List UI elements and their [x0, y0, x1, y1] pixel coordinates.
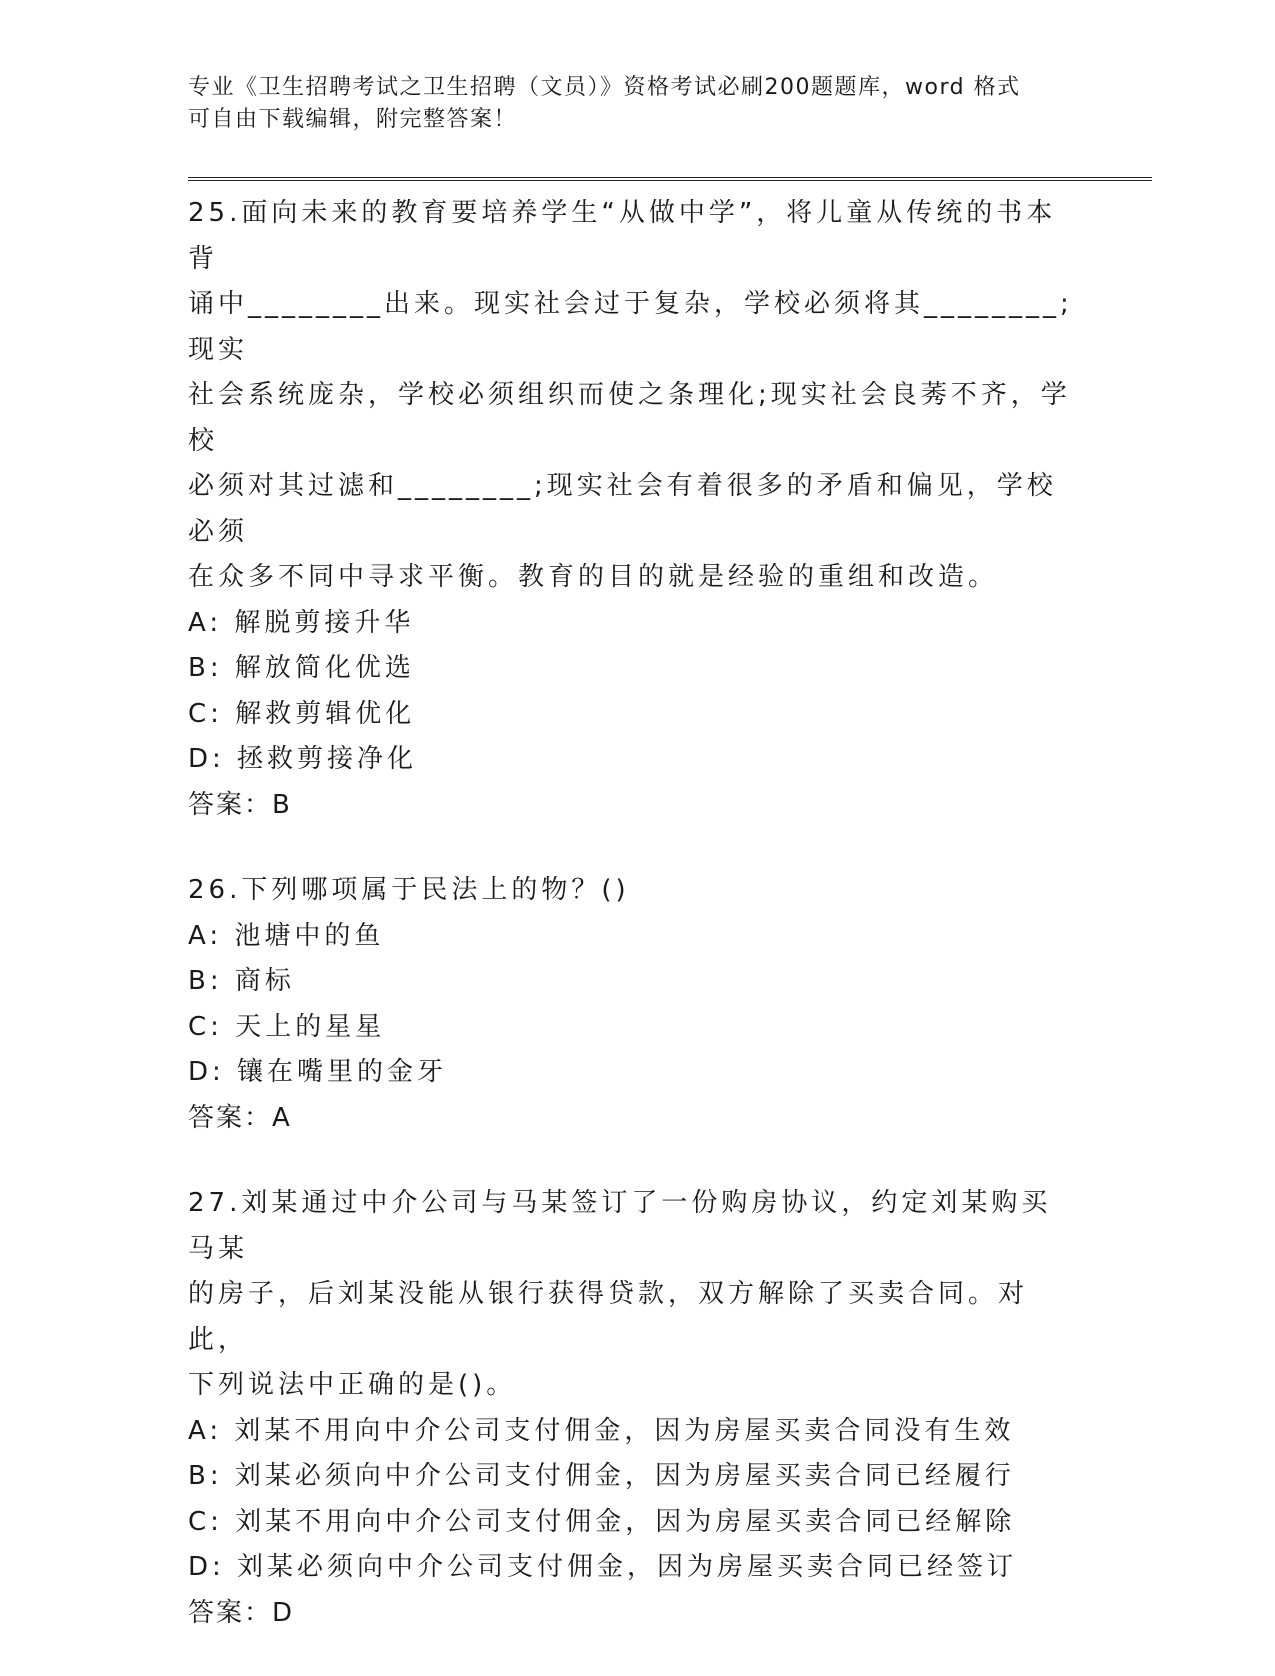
option-b: [188, 1454, 1078, 1500]
question-stem-line: 社会系统庞杂，学校必须组织而使之条理化;现实社会良莠不齐，学校: [188, 380, 1071, 456]
option-text: 池塘中的鱼: [234, 920, 385, 951]
question-stem-line: 25.面向未来的教育要培养学生“从做中学”，将儿童从传统的书本背: [188, 198, 1057, 274]
question-stem-line: 下列说法中正确的是()。: [188, 1370, 517, 1400]
option-text: 刘某必须向中介公司支付佣金，因为房屋买卖合同已经履行: [234, 1461, 1015, 1491]
question-stem-line: 26.下列哪项属于民法上的物？(): [188, 875, 630, 905]
question-stem-line: 在众多不同中寻求平衡。教育的目的就是经验的重组和改造。: [188, 562, 999, 592]
question-stem-line: 27.刘某通过中介公司与马某签订了一份购房协议，约定刘某购买马某: [188, 1188, 1052, 1264]
option-key: A:: [188, 607, 223, 638]
option-key: C:: [188, 698, 223, 729]
answer-value: B: [272, 789, 292, 820]
answer-label: 答案：: [188, 789, 273, 820]
option-text: 解放简化优选: [234, 653, 415, 683]
option-a: [188, 1409, 1078, 1455]
option-c: [188, 1005, 1078, 1051]
question-25: [188, 191, 1078, 828]
header-line-2: 可自由下载编辑，附完整答案！: [188, 107, 518, 132]
header-divider: [188, 177, 1152, 181]
question-27: [188, 1181, 1078, 1636]
option-c: [188, 692, 1078, 738]
option-b: [188, 646, 1078, 692]
option-d: [188, 1050, 1078, 1096]
answer-line: [188, 1591, 1078, 1637]
question-list: [188, 191, 1078, 1676]
option-d: [188, 1545, 1078, 1591]
option-d: [188, 737, 1078, 783]
option-key: D:: [188, 1057, 225, 1087]
header-line-1: 专业《卫生招聘考试之卫生招聘（文员）》资格考试必刷200题题库，word 格式: [188, 75, 1021, 100]
question-stem-line: 诵中________出来。现实社会过于复杂，学校必须将其________;现实: [188, 289, 1073, 365]
option-text: 刘某不用向中介公司支付佣金，因为房屋买卖合同已经解除: [235, 1506, 1016, 1537]
answer-line: [188, 783, 1078, 829]
answer-label: 答案：: [188, 1102, 273, 1133]
option-b: [188, 959, 1078, 1005]
option-key: C:: [188, 1011, 223, 1042]
answer-line: [188, 1096, 1078, 1142]
page-header: [188, 72, 1068, 136]
question-26: [188, 868, 1078, 1141]
option-a: [188, 914, 1078, 960]
option-a: [188, 601, 1078, 647]
question-stem-line: 必须对其过滤和________;现实社会有着很多的矛盾和偏见，学校必须: [188, 471, 1057, 547]
answer-value: A: [272, 1102, 292, 1133]
option-text: 解救剪辑优化: [235, 698, 416, 729]
option-key: B:: [188, 653, 223, 683]
option-text: 镶在嘴里的金牙: [237, 1057, 448, 1087]
option-text: 刘某必须向中介公司支付佣金，因为房屋买卖合同已经签订: [237, 1552, 1018, 1582]
option-key: A:: [188, 920, 223, 951]
option-key: A:: [188, 1415, 223, 1446]
option-text: 拯救剪接净化: [237, 744, 418, 774]
option-text: 解脱剪接升华: [234, 607, 415, 638]
option-text: 商标: [234, 966, 295, 996]
option-c: [188, 1500, 1078, 1546]
option-key: B:: [188, 1461, 223, 1491]
option-text: 天上的星星: [235, 1011, 386, 1042]
option-text: 刘某不用向中介公司支付佣金，因为房屋买卖合同没有生效: [234, 1415, 1015, 1446]
answer-value: D: [272, 1597, 295, 1628]
option-key: B:: [188, 966, 223, 996]
option-key: D:: [188, 744, 225, 774]
question-stem-line: 的房子，后刘某没能从银行获得贷款，双方解除了买卖合同。对此，: [188, 1279, 1029, 1355]
option-key: C:: [188, 1506, 223, 1537]
option-key: D:: [188, 1552, 225, 1582]
answer-label: 答案：: [188, 1597, 273, 1628]
